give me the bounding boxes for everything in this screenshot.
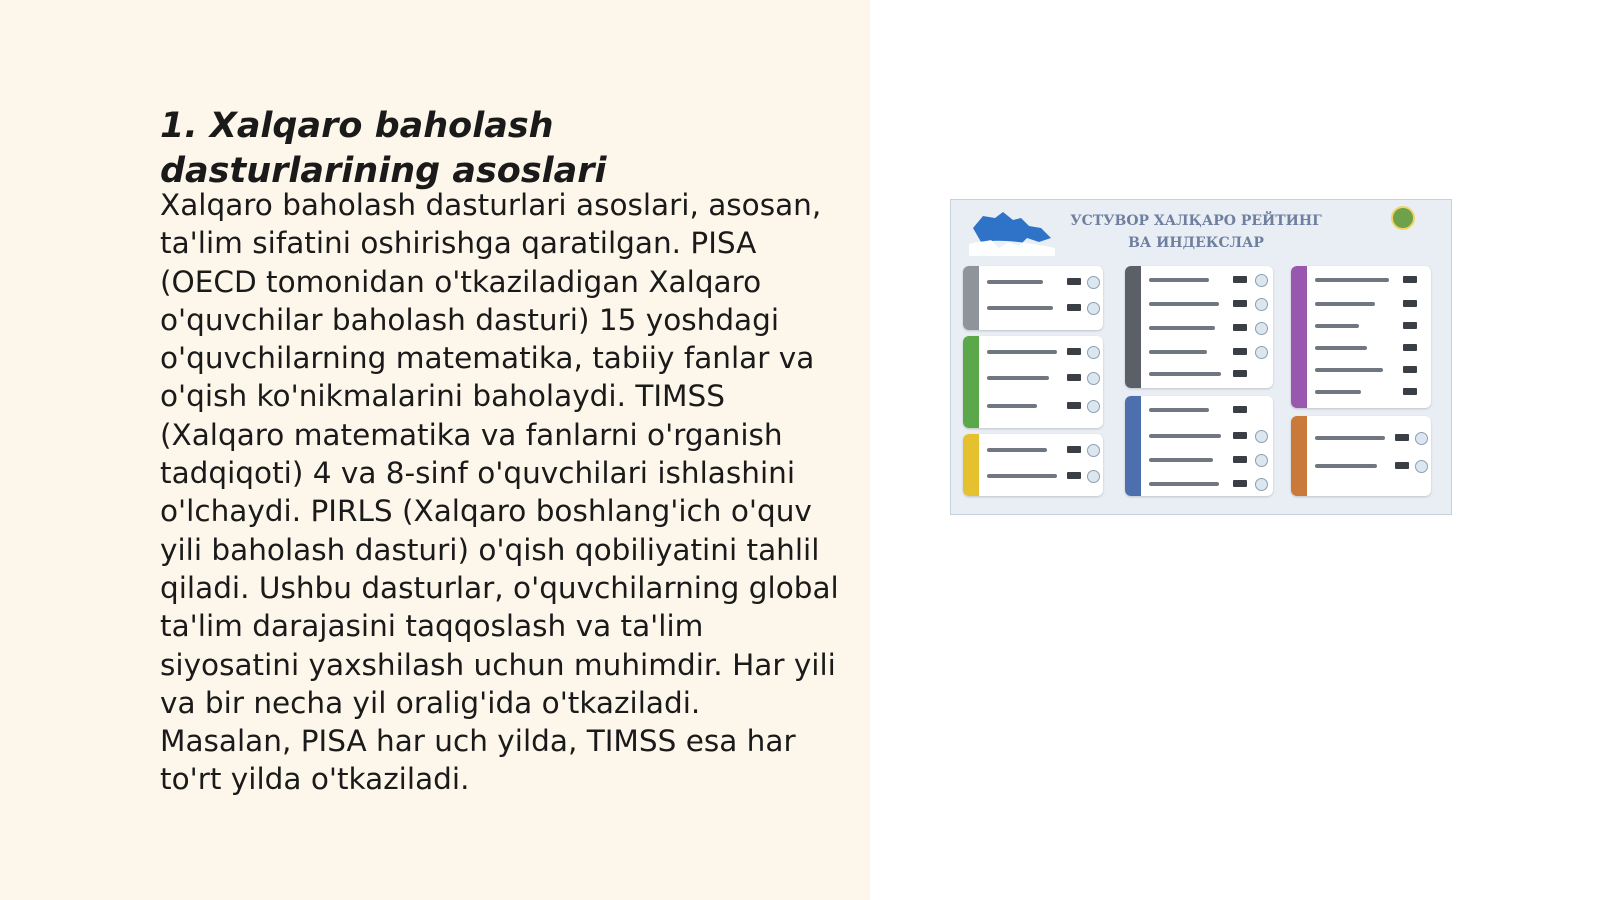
- row-value: [1403, 300, 1417, 307]
- infographic-group: [1291, 266, 1431, 408]
- row-icon: [1087, 302, 1100, 315]
- infographic-group: [963, 266, 1103, 330]
- row-value: [1395, 462, 1409, 469]
- row-value: [1403, 276, 1417, 283]
- rating-infographic-image: [950, 199, 1452, 515]
- row-icon: [1415, 460, 1428, 473]
- row-label: [1149, 458, 1213, 462]
- row-value: [1067, 472, 1081, 479]
- group-tab: [1125, 396, 1141, 496]
- row-label: [1149, 434, 1221, 438]
- infographic-heading-line1: УСТУВОР ХАЛҚАРО РЕЙТИНГ: [1070, 213, 1322, 229]
- row-label: [1315, 436, 1385, 440]
- row-label: [1315, 302, 1375, 306]
- row-icon: [1087, 470, 1100, 483]
- row-value: [1233, 276, 1247, 283]
- row-value: [1403, 388, 1417, 395]
- infographic-group: [963, 434, 1103, 496]
- infographic-heading-line2: ВА ИНДЕКСЛАР: [1128, 235, 1264, 251]
- row-label: [1149, 408, 1209, 412]
- row-value: [1233, 456, 1247, 463]
- row-icon: [1087, 372, 1100, 385]
- row-value: [1067, 446, 1081, 453]
- row-value: [1067, 402, 1081, 409]
- row-label: [987, 306, 1053, 310]
- group-tab: [1291, 416, 1307, 496]
- row-icon: [1255, 274, 1268, 287]
- state-emblem-icon: [1391, 206, 1415, 230]
- row-label: [1315, 464, 1377, 468]
- row-icon: [1087, 276, 1100, 289]
- row-label: [987, 376, 1049, 380]
- row-icon: [1087, 400, 1100, 413]
- row-label: [987, 350, 1057, 354]
- row-icon: [1087, 346, 1100, 359]
- row-value: [1395, 434, 1409, 441]
- row-value: [1067, 278, 1081, 285]
- group-tab: [963, 434, 979, 496]
- row-label: [1315, 346, 1367, 350]
- row-icon: [1255, 322, 1268, 335]
- row-label: [1149, 372, 1221, 376]
- row-label: [987, 474, 1057, 478]
- row-value: [1233, 300, 1247, 307]
- group-tab: [1291, 266, 1307, 408]
- row-value: [1067, 304, 1081, 311]
- row-value: [1403, 366, 1417, 373]
- row-value: [1233, 370, 1247, 377]
- row-label: [1149, 482, 1219, 486]
- row-value: [1233, 348, 1247, 355]
- row-value: [1067, 374, 1081, 381]
- row-label: [987, 280, 1043, 284]
- row-icon: [1255, 478, 1268, 491]
- row-label: [1315, 278, 1389, 282]
- infographic-group: [963, 336, 1103, 428]
- row-value: [1233, 480, 1247, 487]
- row-value: [1403, 344, 1417, 351]
- row-icon: [1415, 432, 1428, 445]
- row-label: [1149, 278, 1209, 282]
- slide-body-text: Xalqaro baholash dasturlari asoslari, asosan, ta'lim sifatini oshirishga qaratilgan. PISA (OECD tomonidan o'tkaziladigan Xalqaro o'quvchilar baholash dasturi) 15 yoshdagi o'quvchilarning matematika, tabiiy fanlar va o'qish ko'nikmalarini baholaydi. TIMSS (Xalqaro matematika va fanlarni o'rganish tadqiqoti) 4 va 8-sinf o'quvchilari ishlashini o'lchaydi. PIRLS (Xalqaro boshlang'ich o'quv yili baholash dasturi) o'qish qobiliyatini tahlil qiladi. Ushbu dasturlar, o'quvchilarning global ta'lim darajasini taqqoslash va ta'lim siyosatini yaxshilash uchun muhimdir. Har yili va bir necha yil oralig'ida o'tkaziladi. Masalan, PISA har uch yilda, TIMSS esa har to'rt yilda o'tkaziladi.: [160, 188, 839, 797]
- row-value: [1233, 406, 1247, 413]
- row-label: [1315, 390, 1361, 394]
- infographic-group: [1125, 266, 1273, 388]
- row-value: [1233, 432, 1247, 439]
- row-label: [1149, 302, 1219, 306]
- row-label: [987, 448, 1047, 452]
- group-tab: [963, 266, 979, 330]
- infographic-group: [1291, 416, 1431, 496]
- infographic-heading: [1066, 210, 1326, 254]
- row-label: [1315, 324, 1359, 328]
- row-icon: [1255, 430, 1268, 443]
- row-icon: [1255, 346, 1268, 359]
- uzbekistan-map-icon: [969, 208, 1055, 256]
- row-label: [987, 404, 1037, 408]
- group-tab: [963, 336, 979, 428]
- row-label: [1315, 368, 1383, 372]
- row-icon: [1087, 444, 1100, 457]
- row-value: [1067, 348, 1081, 355]
- row-label: [1149, 350, 1207, 354]
- infographic-group: [1125, 396, 1273, 496]
- slide-title: 1. Xalqaro baholash dasturlarining asoslari: [160, 106, 607, 191]
- row-icon: [1255, 298, 1268, 311]
- row-value: [1403, 322, 1417, 329]
- row-value: [1233, 324, 1247, 331]
- row-icon: [1255, 454, 1268, 467]
- row-label: [1149, 326, 1215, 330]
- group-tab: [1125, 266, 1141, 388]
